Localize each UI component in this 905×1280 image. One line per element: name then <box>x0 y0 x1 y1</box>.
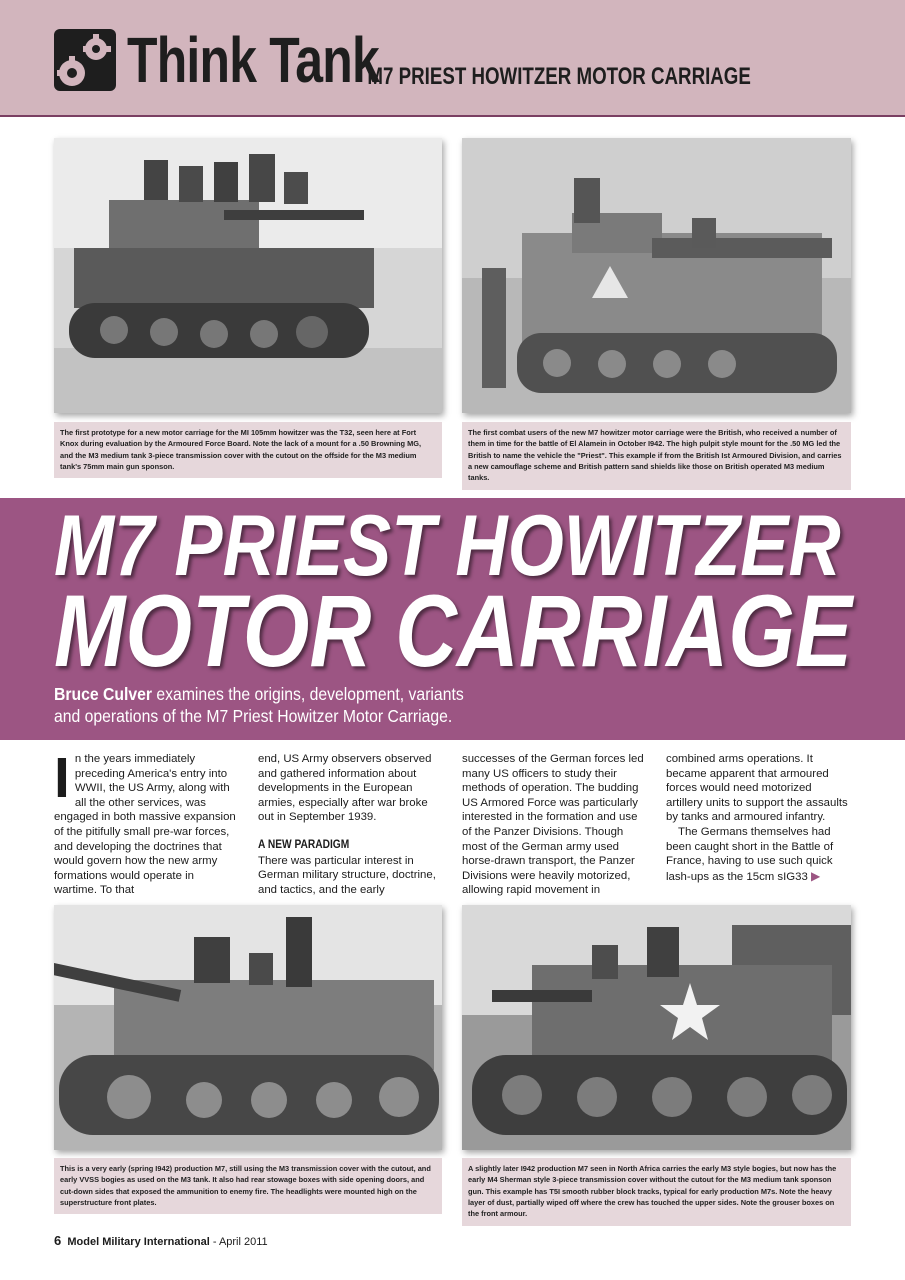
caption-bottom-left: This is a very early (spring I942) production M7, still using the M3 transmission cover with the cutout, and early VVSS bogies as used on the M3 tank. It also had rear stowage boxes with side opening doors, and cut-down sides that exposed the ammunition to enemy fire. The headlights were mounted high on the superstructure front plates. <box>54 1158 442 1214</box>
standfirst <box>54 683 477 727</box>
photo-t32-prototype <box>54 138 442 413</box>
body-paragraph-6: The Germans themselves had been caught short in the Battle of France, having to use such quick lash-ups as the 15cm sIG33 <box>666 825 834 883</box>
gear-logo-icon <box>54 29 116 91</box>
dropcap: I <box>54 746 70 810</box>
body-paragraph-4: successes of the German forces led many US officers to study their methods of operation. The budding US Armored Force was particularly interested in the formation and use of the Panzer Divisions. Though most of the German army used horse-drawn transport, the Panzer Divisions were heavily motorized, allowing rapid movement in <box>462 753 644 897</box>
section-title: Think Tank <box>127 24 379 96</box>
photo-north-africa-m7 <box>462 905 851 1150</box>
body-paragraph-3: There was particular interest in German military structure, doctrine, and tactics, and the early <box>258 854 436 896</box>
standfirst-text: examines the origins, development, variants and operations of the M7 Priest Howitzer Motor Carriage. <box>54 684 464 726</box>
header-band <box>0 0 905 117</box>
body-column-1 <box>54 746 237 898</box>
photo-early-production-m7 <box>54 905 442 1150</box>
continue-arrow-icon: ▶ <box>811 868 821 883</box>
body-column-2 <box>258 752 441 897</box>
page-footer <box>54 1234 268 1249</box>
caption-top-left: The first prototype for a new motor carriage for the MI 105mm howitzer was the T32, seen here at Fort Knox during evaluation by the Armoured Force Board. Note the lack of a mount for a .50 Browning MG, and the M3 medium tank 3-piece transmission cover with the cutout on the offside for the M3 medium tank's 75mm main gun sponson. <box>54 422 442 478</box>
caption-bottom-right: A slightly later I942 production M7 seen in North Africa carries the early M3 style bogies, but now has the early M4 Sherman style 3-piece transmission cover without the cutout for the M3 medium tank sponson gun. This example has T5I smooth rubber block tracks, typical for early production M7s. Note the heavy layer of dust, partially wiped off where the crew has touched the upper sides. Note the grouser boxes on the front armour. <box>462 1158 851 1226</box>
body-paragraph-2: end, US Army observers observed and gathered information about developments in the European armies, especially after war broke out in September 1939. <box>258 753 432 824</box>
headline-line-2: MOTOR CARRIAGE <box>54 574 853 688</box>
author-name: Bruce Culver <box>54 684 153 704</box>
body-paragraph-5: combined arms operations. It became apparent that armoured forces would need motorized artillery units to support the assaults by tanks and armoured infantry. <box>666 753 848 824</box>
body-column-4 <box>666 752 849 884</box>
caption-top-right: The first combat users of the new M7 howitzer motor carriage were the British, who received a number of them in time for the battle of El Alamein in October I942. The high pulpit style mount for the .50 MG led the British to name the vehicle the "Priest". This example if from the British Ist Armoured Division, and carries a new camouflage scheme and British pattern sand shields like those on British operated M3 medium tanks. <box>462 422 851 490</box>
issue-date: - April 2011 <box>212 1236 268 1248</box>
body-paragraph-1: n the years immediately preceding America's entry into WWII, the US Army, along with all the other services, was engaged in both massive expansion of the pitifully small pre-war forces, and developing the doctrines that would govern how the new army formations would operate in wartime. To that <box>54 753 236 897</box>
magazine-name: Model Military International <box>67 1236 210 1248</box>
photo-british-priest <box>462 138 851 413</box>
subhead-new-paradigm: A NEW PARADIGM <box>258 836 350 851</box>
page-number: 6 <box>54 1233 62 1248</box>
body-column-3 <box>462 752 645 898</box>
section-subtitle: - M7 PRIEST HOWITZER MOTOR CARRIAGE <box>356 63 751 90</box>
headline-line-1: M7 PRIEST HOWITZER <box>54 498 841 594</box>
